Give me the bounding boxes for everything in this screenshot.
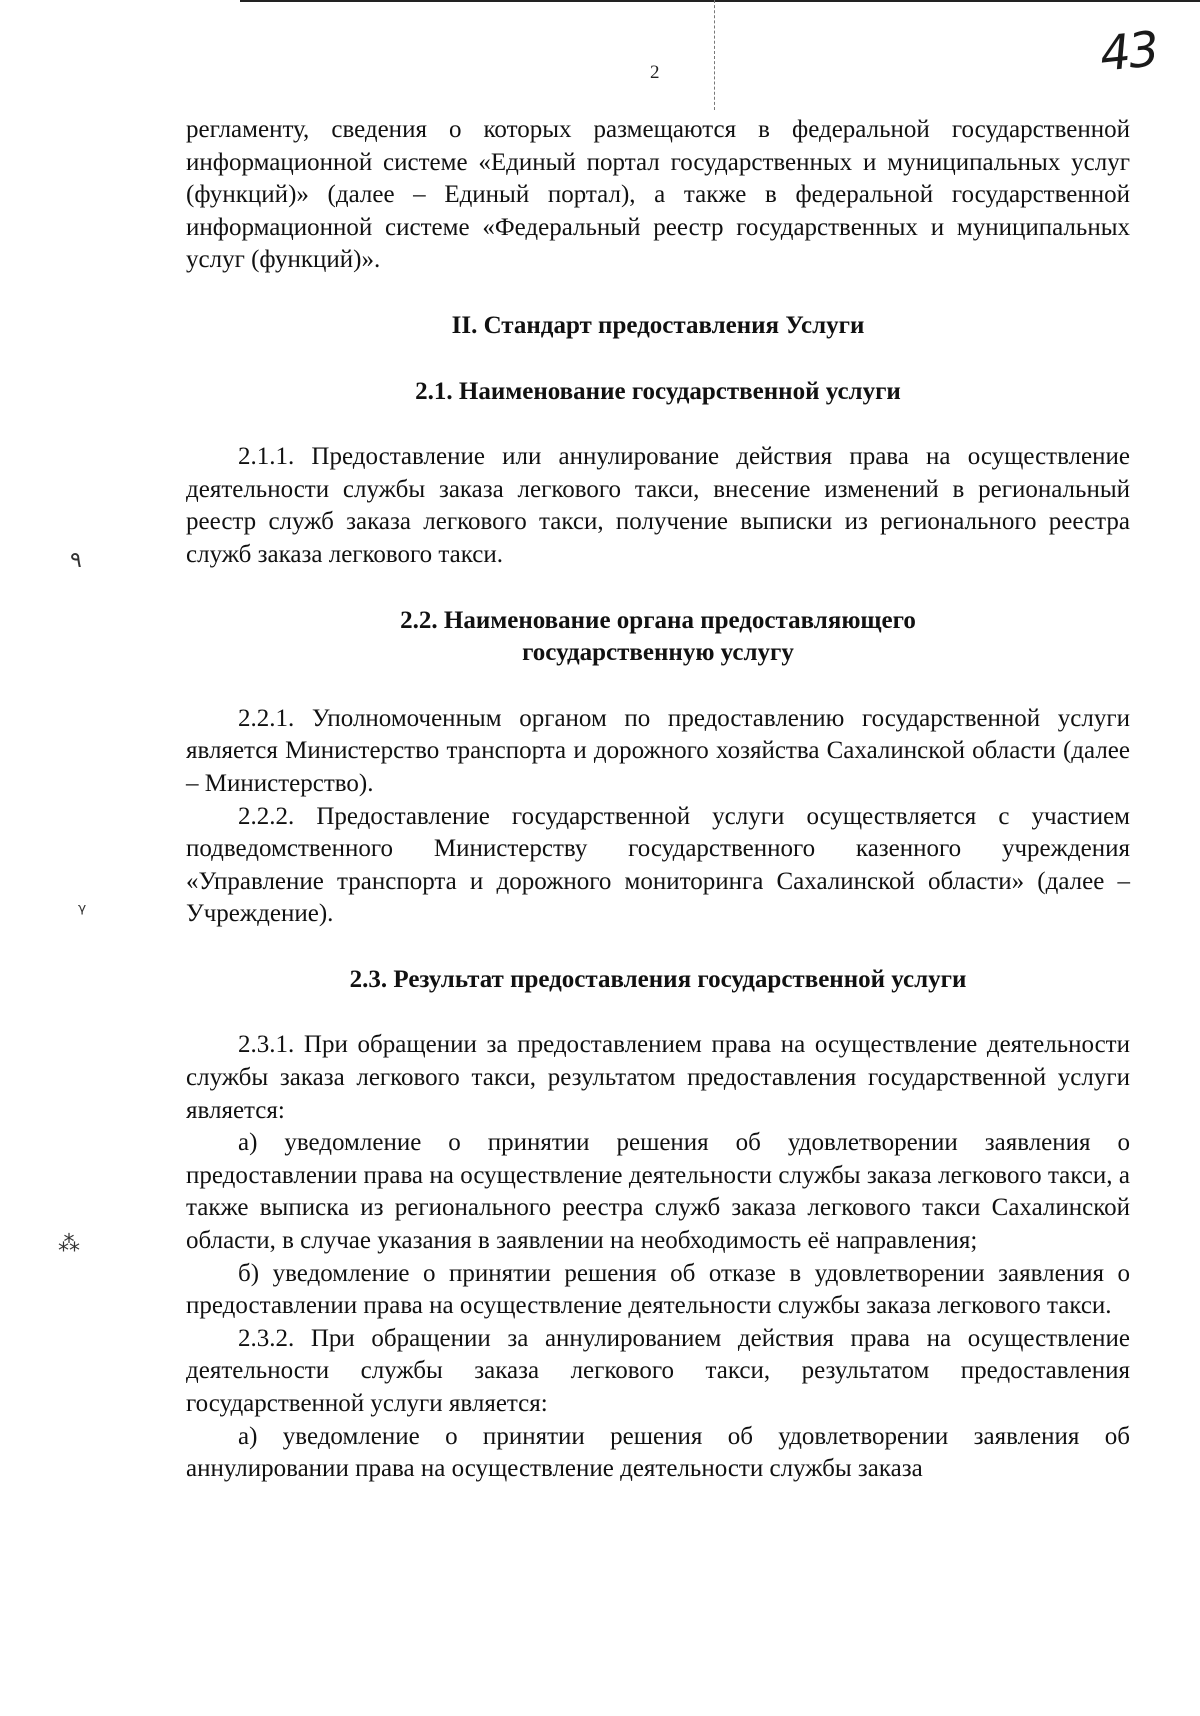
handwritten-sheet-number: 43 (1097, 21, 1160, 83)
subsection-heading-2-3: 2.3. Результат предоставления государственной услуги (349, 965, 967, 993)
paragraph-2-3-1-b: б) уведомление о принятии решения об отказе в удовлетворении заявления о предоставлении права на осуществление деятельности службы заказа легкового такси. (186, 1259, 1130, 1320)
scan-speck-mark: ᵞ (78, 900, 87, 925)
subsection-heading-2-2 (186, 605, 1130, 670)
section-heading: II. Стандарт предоставления Услуги (451, 311, 865, 339)
page-number: 2 (650, 62, 660, 83)
subsection-heading-2-2-line1: 2.2. Наименование органа предоставляющего (400, 606, 916, 634)
intro-paragraph: регламенту, сведения о которых размещаются в федеральной государственной информационной системе «Единый портал государственных и муниципальных услуг (функций)» (далее – Единый портал), а также в федеральной государственной информационной системе «Федеральный реестр государственных и муниципальных услуг (функций)». (186, 116, 1130, 274)
paragraph-2-3-1-a: а) уведомление о принятии решения об удовлетворении заявления о предоставлении права на осуществление деятельности службы заказа легкового такси, а также выписка из регионального реестра служб заказа легкового такси Сахалинской области, в случае указания в заявлении на необходимость её направления; (186, 1129, 1130, 1255)
paragraph-2-3-1: 2.3.1. При обращении за предоставлением права на осуществление деятельности службы заказа легкового такси, результатом предоставления государственной услуги является: (186, 1031, 1130, 1124)
subsection-heading-2-2-line2: государственную услугу (522, 639, 794, 667)
paragraph-2-1-1: 2.1.1. Предоставление или аннулирование действия права на осуществление деятельности службы заказа легкового такси, внесение изменений в региональный реестр служб заказа легкового такси, получение выписки из регионального реестра служб заказа легкового такси. (186, 443, 1130, 568)
paragraph-2-2-1: 2.2.1. Уполномоченным органом по предоставлению государственной услуги является Министерство транспорта и дорожного хозяйства Сахалинской области (далее – Министерство). (186, 704, 1130, 797)
paragraph-2-2-2: 2.2.2. Предоставление государственной услуги осуществляется с участием подведомственного Министерству государственного казенного учреждения «Управление транспорта и дорожного мониторинга Сахалинской области» (далее – Учреждение). (186, 802, 1130, 928)
paragraph-2-3-2-a: а) уведомление о принятии решения об удовлетворении заявления об аннулировании права на осуществление деятельности службы заказа (186, 1422, 1130, 1483)
paragraph-2-3-2: 2.3.2. При обращении за аннулированием действия права на осуществление деятельности службы заказа легкового такси, результатом предоставления государственной услуги является: (186, 1324, 1130, 1417)
scan-fold-line (714, 0, 716, 110)
document-body (186, 114, 1130, 1486)
scan-speck-mark: ٩ (70, 548, 82, 573)
scan-speck-mark: ⁂ (58, 1232, 80, 1257)
top-border-line (240, 0, 1200, 2)
subsection-heading-2-1: 2.1. Наименование государственной услуги (415, 377, 901, 405)
